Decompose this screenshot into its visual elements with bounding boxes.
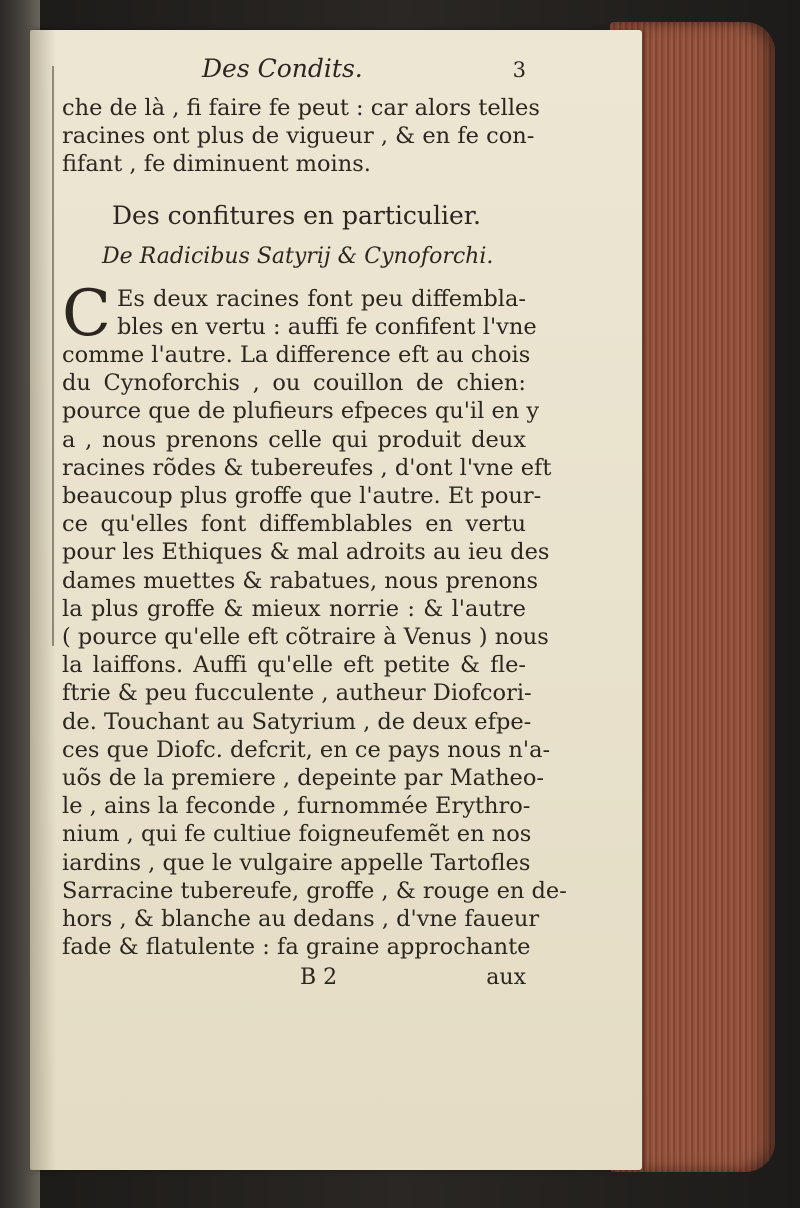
text-line: la laiffons. Auffi qu'elle eft petite & fle-	[62, 652, 526, 679]
text-line: de. Touchant au Satyrium , de deux efpe-	[62, 708, 532, 735]
drop-cap: C	[62, 276, 111, 351]
intro-paragraph	[62, 94, 540, 179]
text-line: hors , & blanche au dedans , d'vne faueur	[62, 906, 540, 933]
text-line: fade & flatulente : fa graine approchante	[62, 934, 531, 961]
latin-heading: De Radicibus Satyrij & Cynoforchi.	[102, 243, 494, 269]
text-line: iardins , que le vulgaire appelle Tartofles	[62, 849, 531, 876]
text-line: comme l'autre. La difference eft au chois	[62, 342, 531, 369]
text-line: du Cynoforchis , ou couillon de chien:	[62, 370, 526, 397]
text-line: uõs de la premiere , depeinte par Matheo-	[62, 765, 545, 792]
text-line: pour les Ethiques & mal adroits au ieu des	[62, 539, 550, 566]
catchword: aux	[486, 965, 526, 991]
text-line: le , ains la feconde , furnommée Erythro-	[62, 793, 531, 820]
text-line: ( pource qu'elle eft cõtraire à Venus ) nous	[62, 624, 549, 651]
body-paragraph	[62, 276, 567, 962]
page-header	[62, 54, 526, 94]
dropcap-lines	[62, 276, 537, 351]
text-line: pource que de plufieurs efpeces qu'il en y	[62, 398, 540, 425]
body-lines	[62, 341, 567, 961]
text-line: a , nous prenons celle qui produit deux	[62, 426, 526, 453]
text-line: la plus groffe & mieux norrie : & l'autre	[62, 595, 526, 622]
text-line: Sarracine tubereufe, groffe , & rouge en de-	[62, 877, 567, 904]
section-heading: Des confitures en particulier.	[112, 200, 481, 230]
text-line: bles en vertu : auffi fe confifent l'vne	[116, 313, 537, 340]
page-footer	[62, 965, 526, 995]
text-line: ces que Diofc. defcrit, en ce pays nous n'a-	[62, 736, 551, 763]
running-head: Des Condits.	[202, 54, 363, 83]
text-line: ce qu'elles font diffemblables en vertu	[62, 511, 526, 538]
text-line: beaucoup plus groffe que l'autre. Et pour-	[62, 483, 542, 510]
margin-rule	[52, 66, 54, 646]
text-block	[62, 54, 567, 995]
text-line: racines rõdes & tubereufes , d'ont l'vne eft	[62, 454, 552, 481]
book-page	[30, 30, 642, 1170]
text-line: dames muettes & rabatues, nous prenons	[62, 567, 539, 594]
text-line: fifant , fe diminuent moins.	[62, 151, 371, 178]
text-line: ftrie & peu fucculente , autheur Diofcori-	[62, 680, 532, 707]
text-line: racines ont plus de vigueur , & en fe con-	[62, 123, 535, 150]
signature-mark: B 2	[300, 965, 338, 991]
text-line: Es deux racines font peu diffembla-	[116, 285, 526, 312]
page-number: 3	[512, 58, 526, 82]
text-line: che de là , fi faire fe peut : car alors telles	[62, 95, 540, 121]
text-line: nium , qui fe cultiue foigneufemẽt en nos	[62, 821, 532, 848]
